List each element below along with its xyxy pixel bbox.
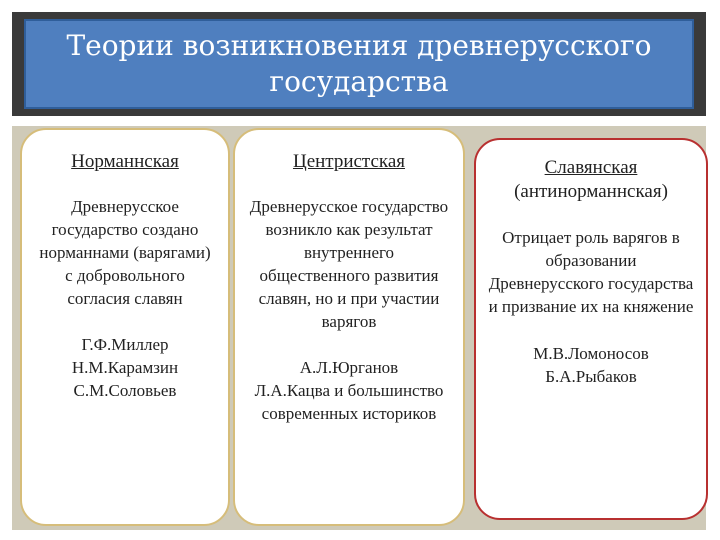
- theory-description-slavic: Отрицает роль варягов в образовании Древнерусского государства и призвание их на княжение: [488, 228, 694, 316]
- theory-name-norman: Норманнская: [71, 151, 179, 172]
- author-item: М.В.Ломоносов: [533, 344, 649, 363]
- author-item: Н.М.Карамзин: [71, 358, 179, 377]
- author-item: Б.А.Рыбаков: [545, 367, 637, 386]
- theory-description-norman: Древнерусское государство создано норманнами (варягами) с добровольного согласия славян: [39, 197, 211, 308]
- theory-description-centrist: Древнерусское государство возникло как результат внутреннего общественного развития славян, но и при участии варягов: [249, 197, 449, 331]
- author-item: Л.А.Кацва и большинство современных историков: [254, 381, 444, 423]
- theory-authors-centrist: [247, 356, 451, 425]
- theory-card-slavic: [474, 138, 708, 520]
- theory-authors-slavic: [488, 342, 694, 388]
- author-item: С.М.Соловьев: [73, 381, 177, 400]
- theory-authors-norman: [34, 333, 216, 402]
- theory-name-slavic: Славянская: [544, 157, 638, 178]
- theory-subtitle-slavic: (антинорманнская): [514, 181, 668, 202]
- theory-card-centrist: [233, 128, 465, 526]
- author-item: А.Л.Юрганов: [299, 358, 399, 377]
- theory-card-norman: [20, 128, 230, 526]
- title-frame: [12, 12, 706, 116]
- theory-name-centrist: Центристская: [292, 151, 406, 172]
- diagram-title: Теории возникновения древнерусского государства: [24, 19, 694, 109]
- author-item: Г.Ф.Миллер: [81, 335, 169, 354]
